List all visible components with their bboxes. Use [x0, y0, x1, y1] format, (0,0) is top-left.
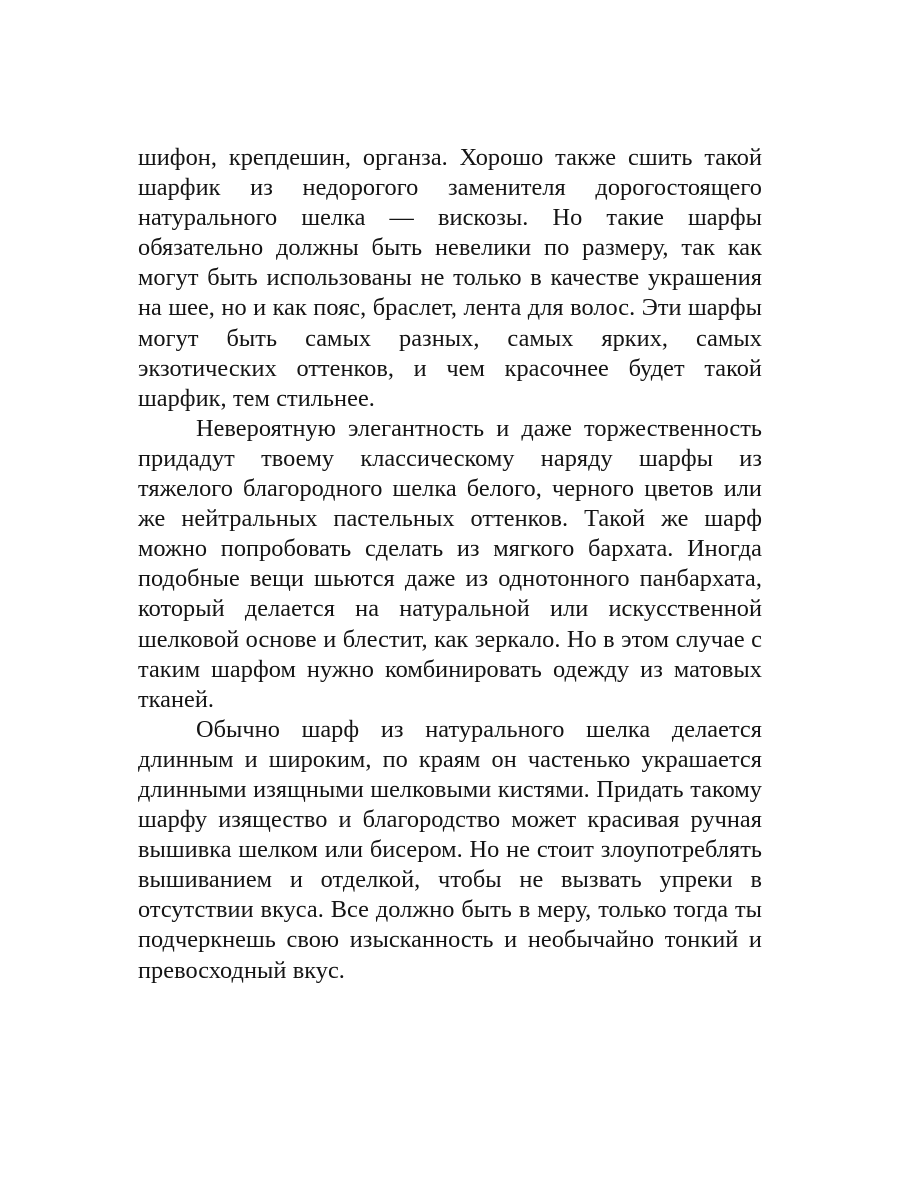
paragraph-2: Невероятную элегантность и даже торжественность придадут твоему классическому наряду шарфы из тяжелого благородного шелка белого, черного цветов или же нейтральных пастельных оттенков. Такой же шарф можно попробовать сделать из мягкого бархата. Иногда подобные вещи шьются даже из однотонного панбархата, который делается на натуральной или искусственной шелковой основе и блестит, как зеркало. Но в этом случае с таким шарфом нужно комбинировать одежду из матовых тканей. — [138, 414, 762, 713]
body-text-block — [138, 143, 762, 986]
paragraph-3: Обычно шарф из натурального шелка делается длинным и широким, по краям он частенько украшается длинными изящными шелковыми кистями. Придать такому шарфу изящество и благородство может красивая ручная вышивка шелком или бисером. Но не стоит злоупотреблять вышиванием и отделкой, чтобы не вызвать упреки в отсутствии вкуса. Все должно быть в меру, только тогда ты подчеркнешь свою изысканность и необычайно тонкий и превосходный вкус. — [138, 715, 762, 984]
paragraph-1: шифон, крепдешин, органза. Хорошо также сшить такой шарфик из недорогого заменителя дорогостоящего натурального шелка — вискозы. Но такие шарфы обязательно должны быть невелики по размеру, так как могут быть использованы не только в качестве украшения на шее, но и как пояс, браслет, лента для волос. Эти шарфы могут быть самых разных, самых ярких, самых экзотических оттенков, и чем красочнее будет такой шарфик, тем стильнее. — [138, 144, 762, 412]
